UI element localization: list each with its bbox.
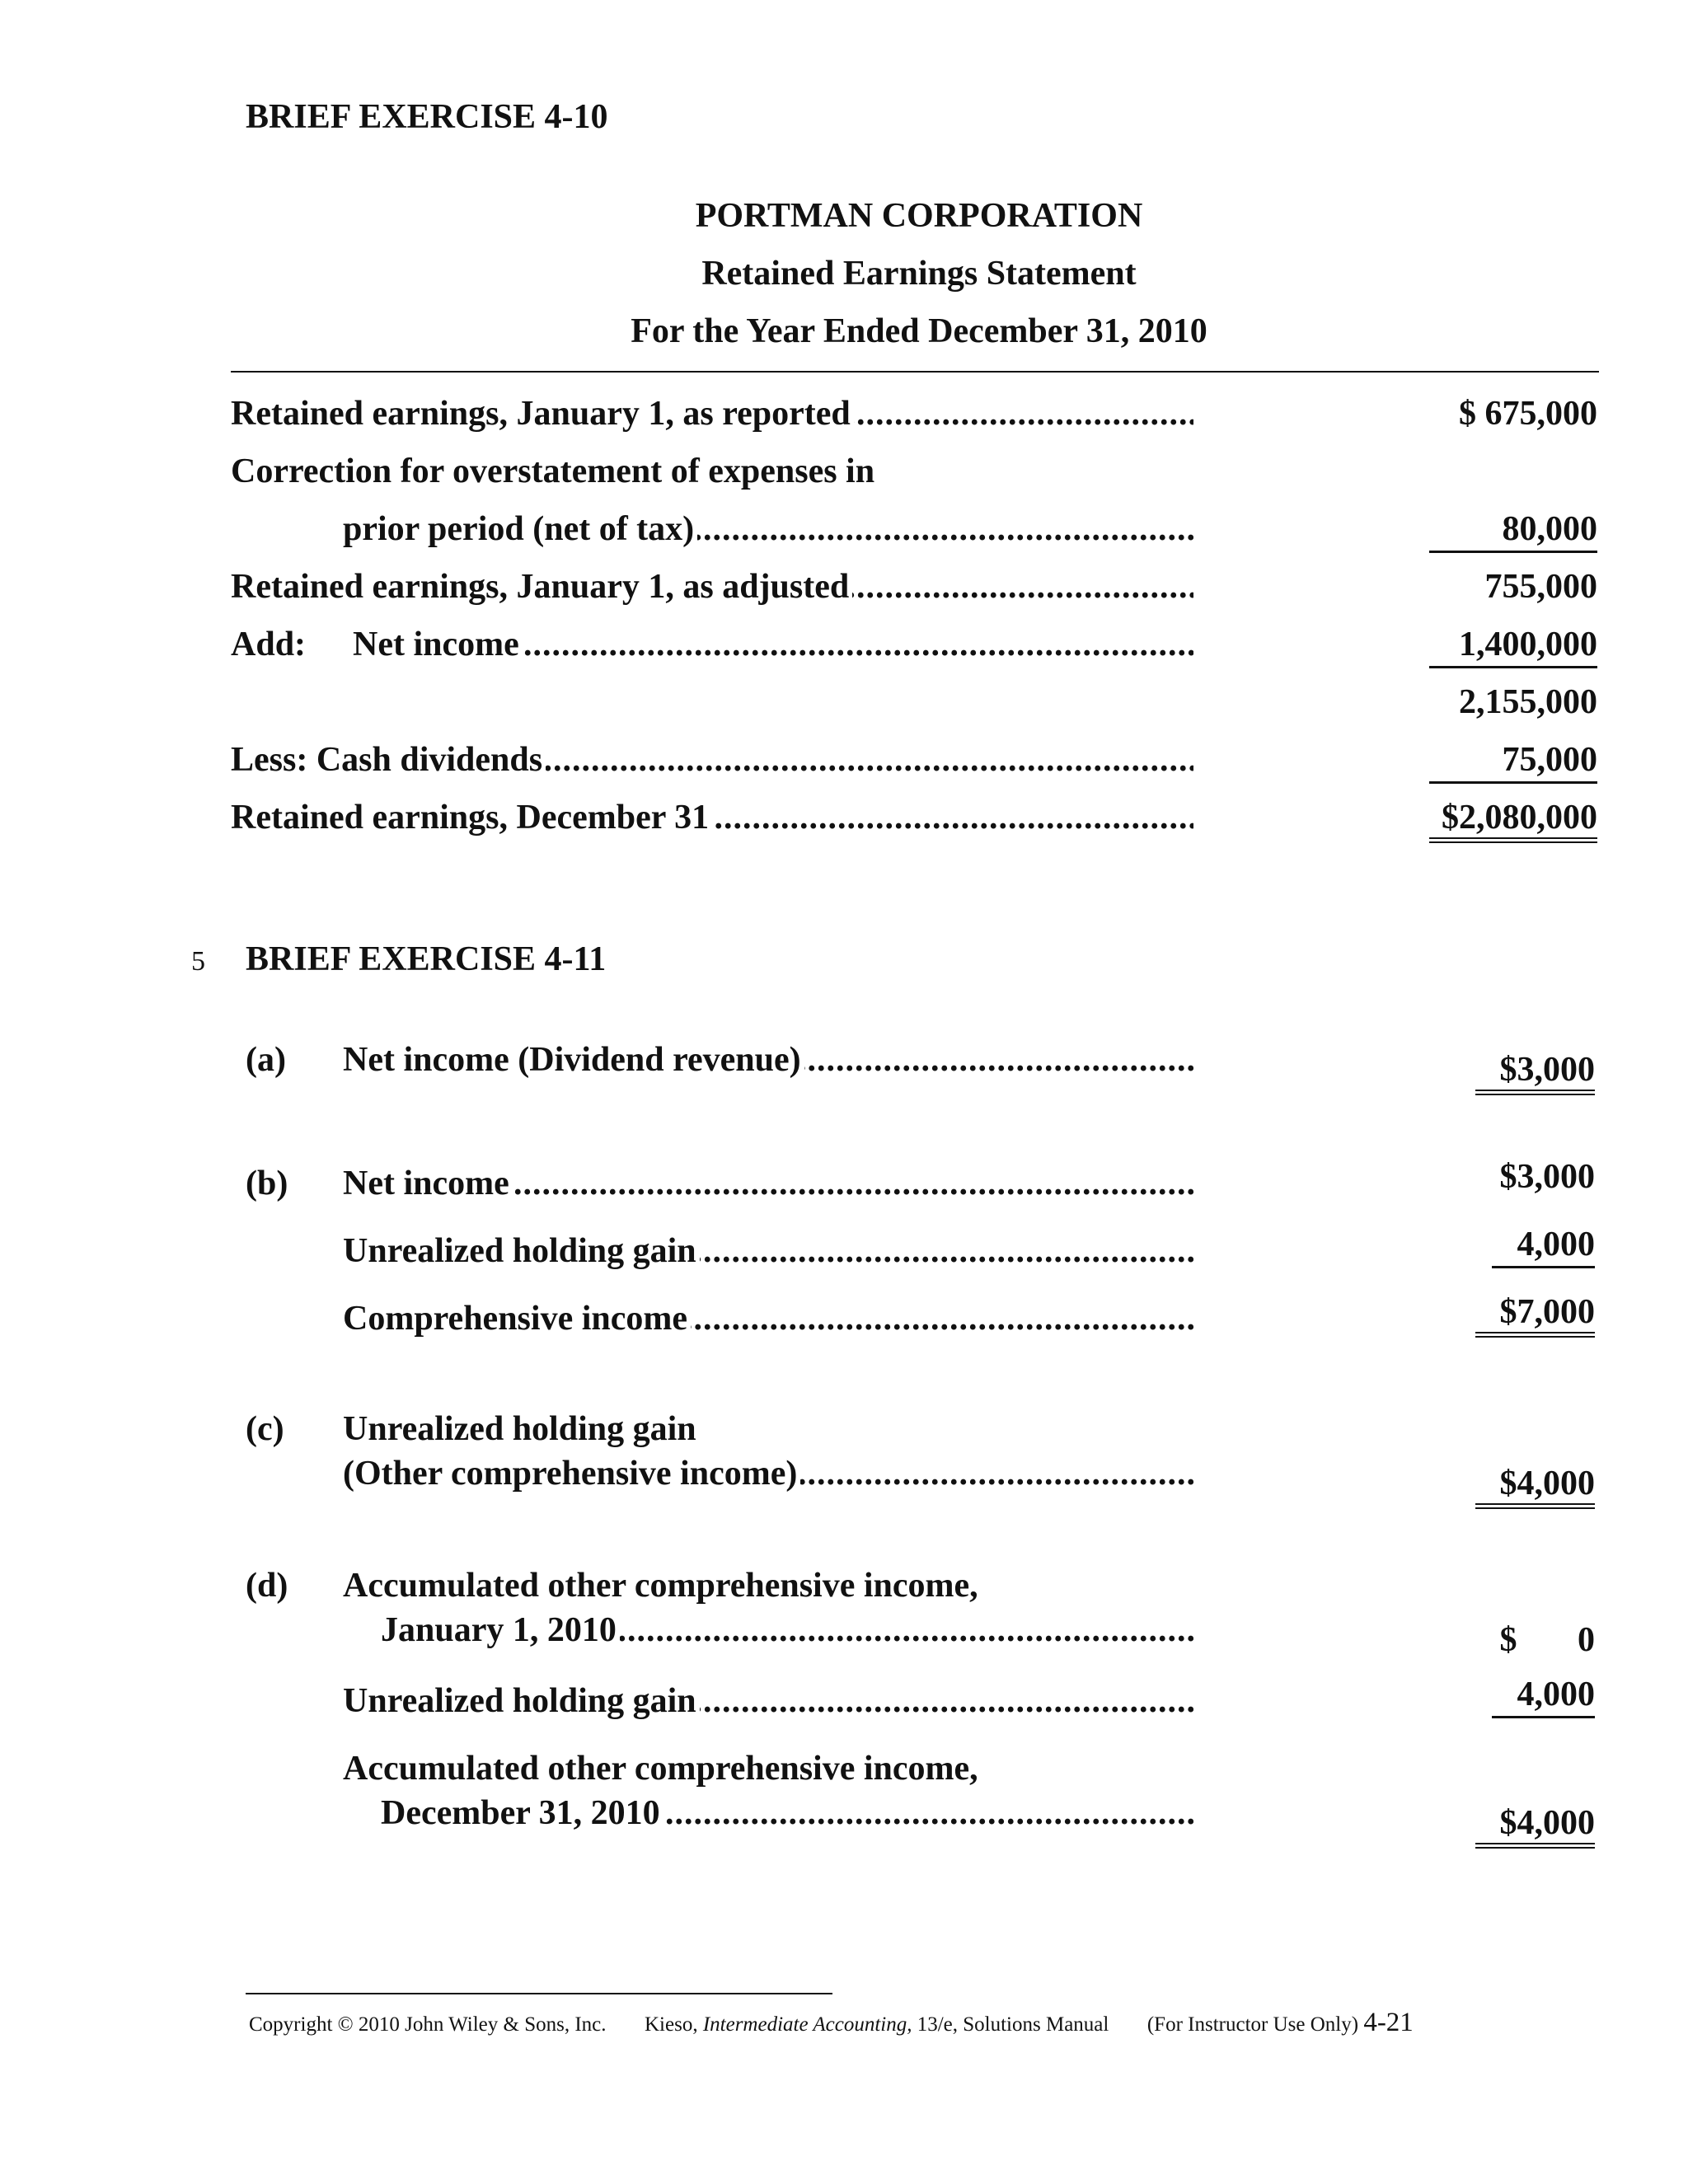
part-b-row-net-income: Net income ..... [343,1164,1193,1203]
re-amount-ending: $2,080,000 [1429,798,1597,843]
company-name: PORTMAN CORPORATION [695,197,1143,235]
statement-period: For the Year Ended December 31, 2010 [631,312,1207,350]
header-rule [231,371,1599,373]
part-d-line2: January 1, 2010 ..... [381,1610,1193,1650]
footer-rule [246,1993,832,1994]
part-a-row: Net income (Dividend revenue) ..... [343,1040,1193,1080]
exercise-heading-4-11: BRIEF EXERCISE 4-11 [246,940,607,978]
re-row-adjusted: Retained earnings, January 1, as adjusted ..... [231,567,1193,607]
part-b-amount-net-income: $3,000 [1499,1158,1595,1196]
re-row-correction-line2: prior period (net of tax) ..... [343,509,1193,549]
exercise-heading-4-10: BRIEF EXERCISE 4-10 [246,98,608,136]
re-row-net-income: Net income ..... [353,625,1193,664]
part-d-line1: Accumulated other comprehensive income, [343,1567,978,1605]
part-d-letter: (d) [246,1567,288,1605]
footer-book-title: Intermediate Accounting, [702,2013,912,2036]
part-d-line3: Unrealized holding gain ..... [343,1681,1193,1721]
footer-edition: 13/e, Solutions Manual [917,2013,1109,2036]
part-d-amount-opening: $ 0 [1499,1621,1595,1659]
part-c-amount: $4,000 [1475,1464,1595,1509]
statement-title: Retained Earnings Statement [701,255,1137,293]
footer-copyright: Copyright © 2010 John Wiley & Sons, Inc. [249,2013,607,2036]
footer [249,2008,1414,2038]
part-b-amount-comprehensive: $7,000 [1475,1292,1595,1338]
part-c-line1: Unrealized holding gain [343,1410,696,1448]
re-amount-subtotal: 2,155,000 [1459,683,1597,721]
part-a-letter: (a) [246,1041,286,1079]
re-row-correction-line1: Correction for overstatement of expenses in [231,452,875,490]
part-b-amount-unrealized-gain: 4,000 [1492,1225,1595,1268]
footer-note: (For Instructor Use Only) [1146,2013,1359,2036]
part-b-letter: (b) [246,1165,288,1202]
part-d-amount-gain: 4,000 [1492,1675,1595,1718]
part-d-line5: December 31, 2010 ..... [381,1793,1193,1833]
part-b-row-comprehensive: Comprehensive income ..... [343,1299,1193,1338]
re-amount-correction: 80,000 [1429,509,1597,553]
part-c-letter: (c) [246,1410,284,1448]
re-amount-dividends: 75,000 [1429,740,1597,784]
part-d-amount-ending: $4,000 [1475,1803,1595,1849]
part-a-amount: $3,000 [1475,1050,1595,1095]
re-row-reported: Retained earnings, January 1, as reported ..... [231,394,1193,434]
footer-author: Kieso, [645,2013,698,2036]
re-row-ending: Retained earnings, December 31 ..... [231,798,1193,837]
re-add-label: Add: [231,626,307,663]
page-number: 4-21 [1363,2008,1414,2037]
re-row-dividends: Less: Cash dividends ..... [231,740,1193,780]
re-amount-net-income: 1,400,000 [1429,625,1597,668]
re-amount-adjusted: 755,000 [1484,568,1597,606]
part-d-line4: Accumulated other comprehensive income, [343,1750,978,1788]
part-c-line2: (Other comprehensive income) ..... [343,1454,1193,1493]
part-b-row-unrealized-gain: Unrealized holding gain ..... [343,1231,1193,1271]
re-amount-reported: $ 675,000 [1459,395,1597,433]
margin-number: 5 [191,946,205,977]
